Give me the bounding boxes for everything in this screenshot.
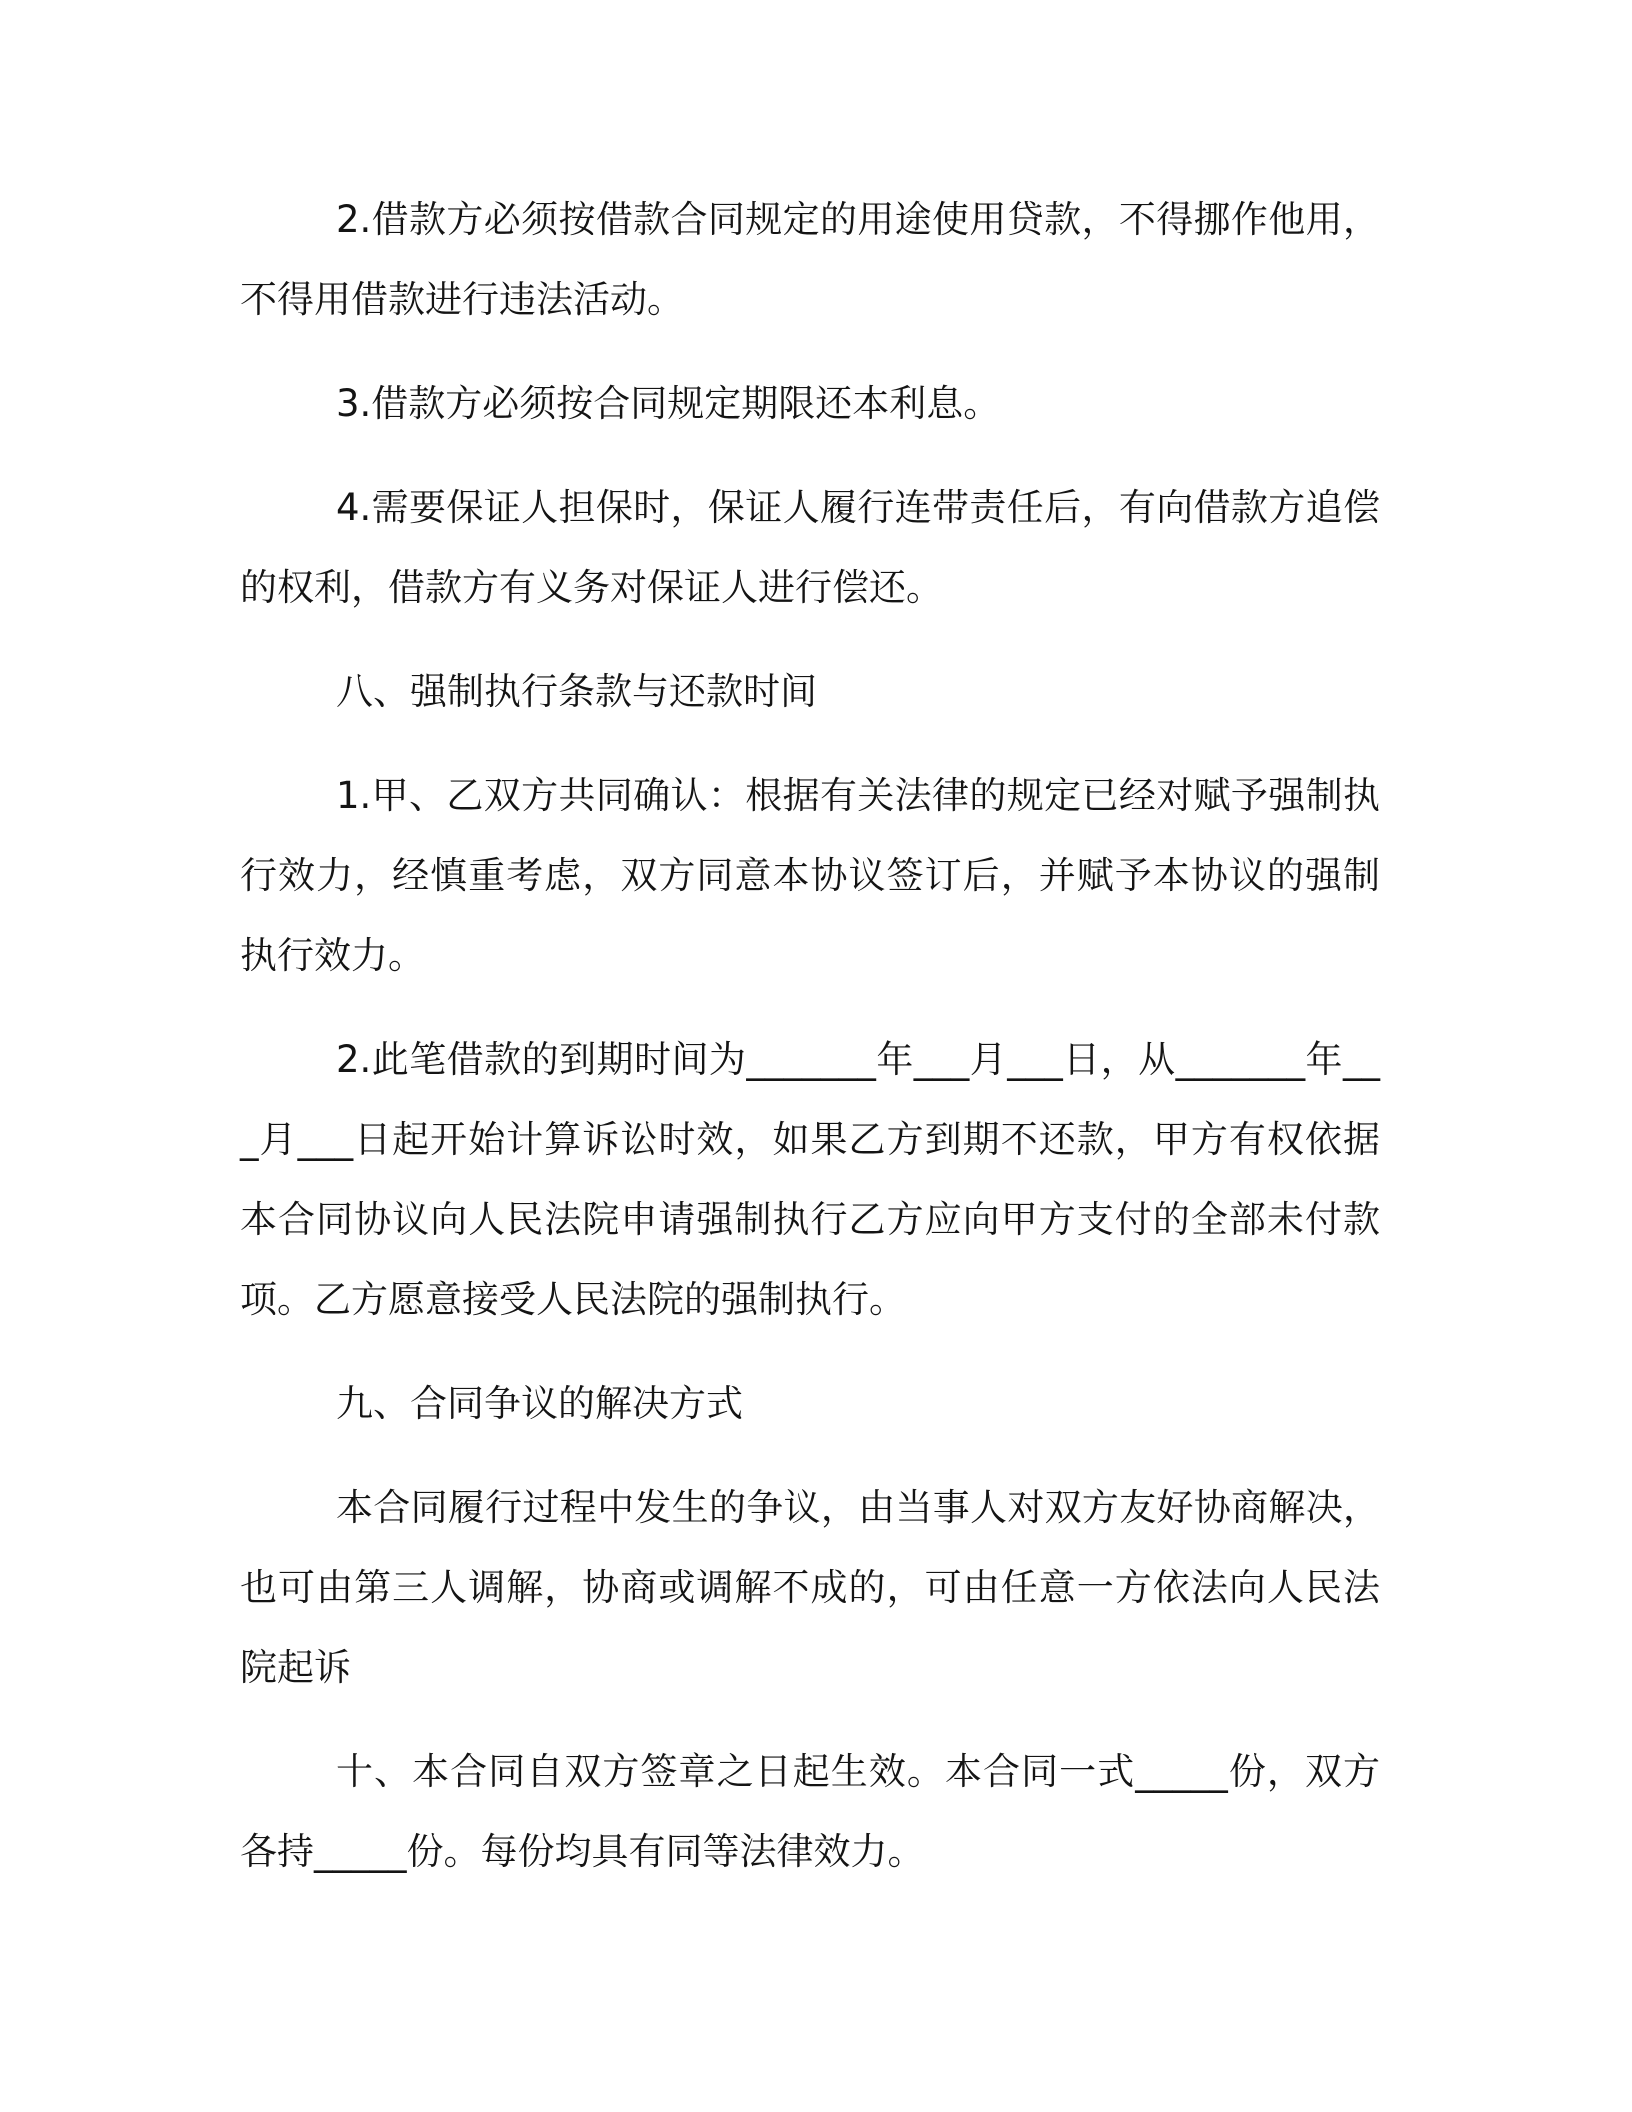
clause-4-guarantor: 4.需要保证人担保时，保证人履行连带责任后，有向借款方追偿的权利，借款方有义务对保证人进行偿还。 <box>240 486 1380 609</box>
section-8-heading: 八、强制执行条款与还款时间 <box>336 670 817 713</box>
clause-3-repayment: 3.借款方必须按合同规定期限还本利息。 <box>336 382 1001 425</box>
section-9-heading: 九、合同争议的解决方式 <box>336 1382 743 1425</box>
section-10-effective: 十、本合同自双方签章之日起生效。本合同一式_____份，双方各持_____份。每份均具有同等法律效力。 <box>240 1750 1380 1873</box>
document-body <box>240 180 1380 1916</box>
section-8-clause-2: 2.此笔借款的到期时间为_______年___月___日，从_______年___月___日起开始计算诉讼时效，如果乙方到期不还款，甲方有权依据本合同协议向人民法院申请强制执行乙方应向甲方支付的全部未付款项。乙方愿意接受人民法院的强制执行。 <box>240 1038 1380 1321</box>
clause-2-loan-purpose: 2.借款方必须按借款合同规定的用途使用贷款，不得挪作他用，不得用借款进行违法活动。 <box>240 198 1380 321</box>
section-8-clause-1: 1.甲、乙双方共同确认：根据有关法律的规定已经对赋予强制执行效力，经慎重考虑，双方同意本协议签订后，并赋予本协议的强制执行效力。 <box>240 774 1380 977</box>
section-9-body: 本合同履行过程中发生的争议，由当事人对双方友好协商解决，也可由第三人调解，协商或调解不成的，可由任意一方依法向人民法院起诉 <box>240 1486 1380 1689</box>
